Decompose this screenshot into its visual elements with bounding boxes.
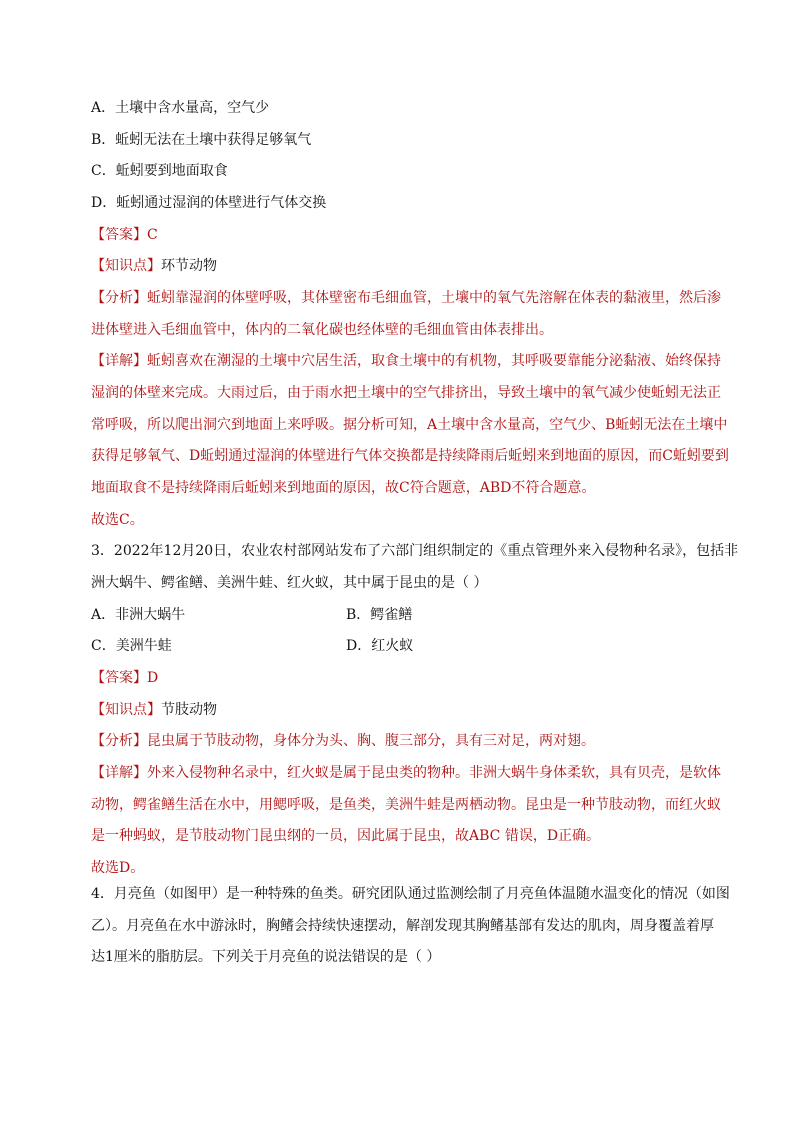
q2-analysis-line-2: 进体壁进入毛细血管中，体内的二氧化碳也经体壁的毛细血管由体表排出。 [91, 322, 553, 338]
q2-option-c: C．蚯蚓要到地面取食 [91, 163, 228, 179]
q3-option-b: B．鳄雀鳝 [346, 607, 413, 623]
q2-analysis-line-1 [91, 288, 721, 308]
answer-tag: 【答案】 [91, 227, 147, 243]
analysis-tag: 【分析】 [91, 290, 147, 306]
analysis-text: 蚯蚓靠湿润的体壁呼吸，其体壁密布毛细血管，土壤中的氧气先溶解在体表的黏液里，然后渗 [147, 290, 721, 306]
q2-knowledge [91, 256, 217, 276]
answer-tag: 【答案】 [91, 670, 147, 686]
knowledge-tag: 【知识点】 [91, 258, 161, 274]
knowledge-value: 环节动物 [161, 258, 217, 274]
q2-detail-line-1 [91, 351, 721, 371]
answer-value: C [147, 227, 158, 243]
q3-detail-line-1 [91, 763, 721, 783]
q3-option-d: D．红火蚁 [346, 638, 414, 654]
q3-detail-line-2: 动物，鳄雀鳝生活在水中，用鳃呼吸，是鱼类，美洲牛蛙是两栖动物。昆虫是一种节肢动物，而红火蚁 [91, 797, 721, 813]
q2-detail-line-3: 常呼吸，所以爬出洞穴到地面上来呼吸。据分析可知，A土壤中含水量高，空气少、B蚯蚓无法在土壤中 [91, 417, 728, 433]
q2-detail-line-2: 湿润的体壁来完成。大雨过后，由于雨水把土壤中的空气排挤出，导致土壤中的氧气减少使蚯蚓无法正 [91, 385, 721, 401]
q3-analysis-line-1 [91, 731, 595, 751]
answer-value: D [147, 670, 159, 686]
analysis-text: 昆虫属于节肢动物，身体分为头、胸、腹三部分，具有三对足，两对翅。 [147, 733, 595, 749]
q2-option-a: A．土壤中含水量高，空气少 [91, 100, 270, 116]
q4-stem-line-3: 达1厘米的脂肪层。下列关于月亮鱼的说法错误的是（ ） [91, 949, 441, 965]
analysis-tag: 【分析】 [91, 733, 147, 749]
q4-stem-line-2: 乙）。月亮鱼在水中游泳时，胸鳍会持续快速摆动，解剖发现其胸鳍基部有发达的肌肉，周身覆盖着厚 [91, 918, 714, 934]
q2-answer [91, 225, 158, 245]
q3-answer [91, 668, 158, 688]
q3-detail-line-3: 是一种蚂蚁，是节肢动物门昆虫纲的一员，因此属于昆虫，故ABC 错误，D正确。 [91, 828, 601, 844]
detail-tag: 【详解】 [91, 765, 147, 781]
q3-stem-line-1: 3．2022年12月20日，农业农村部网站发布了六部门组织制定的《重点管理外来入侵物种名录》，包括非 [91, 543, 739, 559]
q2-option-b: B．蚯蚓无法在土壤中获得足够氧气 [91, 132, 312, 148]
q2-conclusion: 故选C。 [91, 512, 144, 528]
q3-option-a: A．非洲大蜗牛 [91, 607, 186, 623]
q3-conclusion: 故选D。 [91, 860, 145, 876]
q3-option-c: C．美洲牛蛙 [91, 638, 172, 654]
knowledge-tag: 【知识点】 [91, 702, 161, 718]
detail-tag: 【详解】 [91, 353, 147, 369]
q2-detail-line-5: 地面取食不是持续降雨后蚯蚓来到地面的原因，故C符合题意，ABD不符合题意。 [91, 480, 596, 496]
q2-option-d: D．蚯蚓通过湿润的体壁进行气体交换 [91, 195, 327, 211]
detail-text: 蚯蚓喜欢在潮湿的土壤中穴居生活，取食土壤中的有机物，其呼吸要靠能分泌黏液、始终保持 [147, 353, 721, 369]
q2-detail-line-4: 获得足够氧气、D蚯蚓通过湿润的体壁进行气体交换都是持续降雨后蚯蚓来到地面的原因，而C蚯蚓要到 [91, 448, 729, 464]
q4-stem-line-1: 4．月亮鱼（如图甲）是一种特殊的鱼类。研究团队通过监测绘制了月亮鱼体温随水温变化的情况（如图 [91, 886, 730, 902]
q3-stem-line-2: 洲大蜗牛、鳄雀鳝、美洲牛蛙、红火蚁，其中属于昆虫的是（ ） [91, 575, 488, 591]
q3-knowledge [91, 700, 217, 720]
knowledge-value: 节肢动物 [161, 702, 217, 718]
detail-text: 外来入侵物种名录中，红火蚁是属于昆虫类的物种。非洲大蜗牛身体柔软，具有贝壳，是软体 [147, 765, 721, 781]
